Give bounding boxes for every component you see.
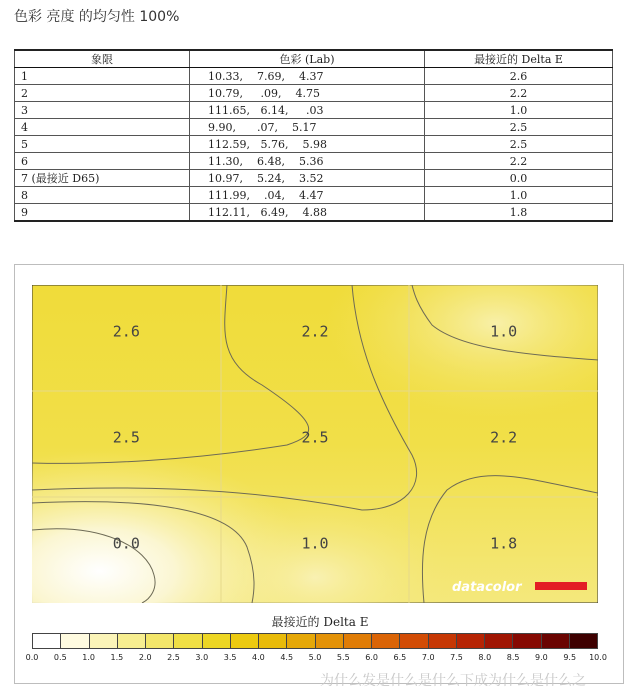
colorbar-segment [316,634,344,648]
colorbar-tick-label: 5.5 [336,653,350,662]
header-quadrant: 象限 [15,50,190,68]
table-row [15,102,613,119]
colorbar-tick-label: 3.0 [195,653,209,662]
cell-lab: 10.79, .09, 4.75 [190,85,425,102]
colorbar-tick-label: 1.0 [82,653,95,662]
cell-delta-e: 2.5 [425,119,613,136]
datacolor-logo-text: datacolor [452,580,522,595]
cell-delta-e: 2.2 [425,85,613,102]
header-lab: 色彩 (Lab) [190,50,425,68]
cell-value-label: 2.2 [301,322,329,341]
colorbar-tick-label: 7.5 [450,653,463,662]
cell-lab: 9.90, .07, 5.17 [190,119,425,136]
cell-lab: 111.65, 6.14, .03 [190,102,425,119]
colorbar-tick-label: 2.0 [138,653,152,662]
colorbar-tick-label: 8.0 [478,653,492,662]
page-title: 色彩 亮度 的均匀性 100% [14,9,180,25]
colorbar-segment [259,634,287,648]
colorbar-segment [485,634,513,648]
table-row [15,204,613,222]
table-row [15,170,613,187]
cell-lab: 11.30, 6.48, 5.36 [190,153,425,170]
table-row [15,85,613,102]
colorbar-segment [429,634,457,648]
legend-title: 最接近的 Delta E [271,615,369,629]
cell-quadrant: 4 [15,119,190,136]
cell-value-label: 1.0 [490,322,518,341]
colorbar-segment [457,634,485,648]
colorbar-segment [61,634,89,648]
cell-delta-e: 0.0 [425,170,613,187]
colorbar-segment [372,634,400,648]
colorbar-tick-label: 2.5 [167,653,180,662]
table-row [15,136,613,153]
colorbar-tick-label: 6.0 [365,653,378,662]
colorbar-tick-label: 0.0 [25,653,39,662]
cell-quadrant: 7 (最接近 D65) [15,170,190,187]
colorbar-segment [118,634,146,648]
colorbar-tick-label: 4.0 [252,653,265,662]
cell-value-label: 2.6 [112,322,140,341]
colorbar-segment [400,634,428,648]
colorbar-segment [33,634,61,648]
cell-lab: 10.97, 5.24, 3.52 [190,170,425,187]
colorbar-segment [344,634,372,648]
cell-delta-e: 2.6 [425,68,613,85]
colorbar-segment [542,634,570,648]
cell-delta-e: 2.5 [425,136,613,153]
cell-lab: 111.99, .04, 4.47 [190,187,425,204]
cell-quadrant: 6 [15,153,190,170]
colorbar-segment [203,634,231,648]
uniformity-table [14,49,613,222]
cell-value-label: 2.5 [301,428,329,447]
colorbar-segment [231,634,259,648]
cell-value-label: 1.0 [301,534,329,553]
cell-quadrant: 8 [15,187,190,204]
watermark: 为什么发是什么是什么下成为什么是什么之 [320,673,586,689]
colorbar-tick-label: 6.5 [393,653,407,662]
cell-lab: 10.33, 7.69, 4.37 [190,68,425,85]
datacolor-logo-bar [535,582,587,590]
colorbar-segment [146,634,174,648]
cell-quadrant: 5 [15,136,190,153]
table-header-row [15,50,613,68]
cell-delta-e: 2.2 [425,153,613,170]
table-row [15,153,613,170]
colorbar-ticks [24,653,614,665]
colorbar-segment [513,634,541,648]
colorbar-tick-label: 9.5 [563,653,577,662]
colorbar-tick-label: 0.5 [53,653,67,662]
cell-value-label: 0.0 [112,534,140,553]
colorbar-segment [90,634,118,648]
cell-value-label: 1.8 [490,534,518,553]
table-row [15,187,613,204]
cell-value-label: 2.5 [112,428,140,447]
cell-delta-e: 1.8 [425,204,613,222]
header-delta-e: 最接近的 Delta E [425,50,613,68]
cell-value-label: 2.2 [490,428,518,447]
cell-quadrant: 9 [15,204,190,222]
colorbar-tick-label: 1.5 [110,653,124,662]
colorbar-tick-label: 5.0 [308,653,322,662]
table-row [15,119,613,136]
colorbar-tick-label: 10.0 [589,653,607,662]
colorbar-segment [570,634,597,648]
cell-quadrant: 2 [15,85,190,102]
colorbar-tick-label: 3.5 [223,653,237,662]
delta-e-colorbar [32,633,598,649]
colorbar-segment [174,634,202,648]
cell-delta-e: 1.0 [425,187,613,204]
cell-quadrant: 1 [15,68,190,85]
delta-e-heatmap [32,285,598,603]
colorbar-segment [287,634,315,648]
colorbar-tick-label: 7.0 [421,653,435,662]
cell-quadrant: 3 [15,102,190,119]
cell-delta-e: 1.0 [425,102,613,119]
colorbar-tick-label: 8.5 [506,653,520,662]
table-row [15,68,613,85]
cell-lab: 112.59, 5.76, 5.98 [190,136,425,153]
cell-lab: 112.11, 6.49, 4.88 [190,204,425,222]
colorbar-tick-label: 4.5 [280,653,294,662]
colorbar-tick-label: 9.0 [535,653,548,662]
